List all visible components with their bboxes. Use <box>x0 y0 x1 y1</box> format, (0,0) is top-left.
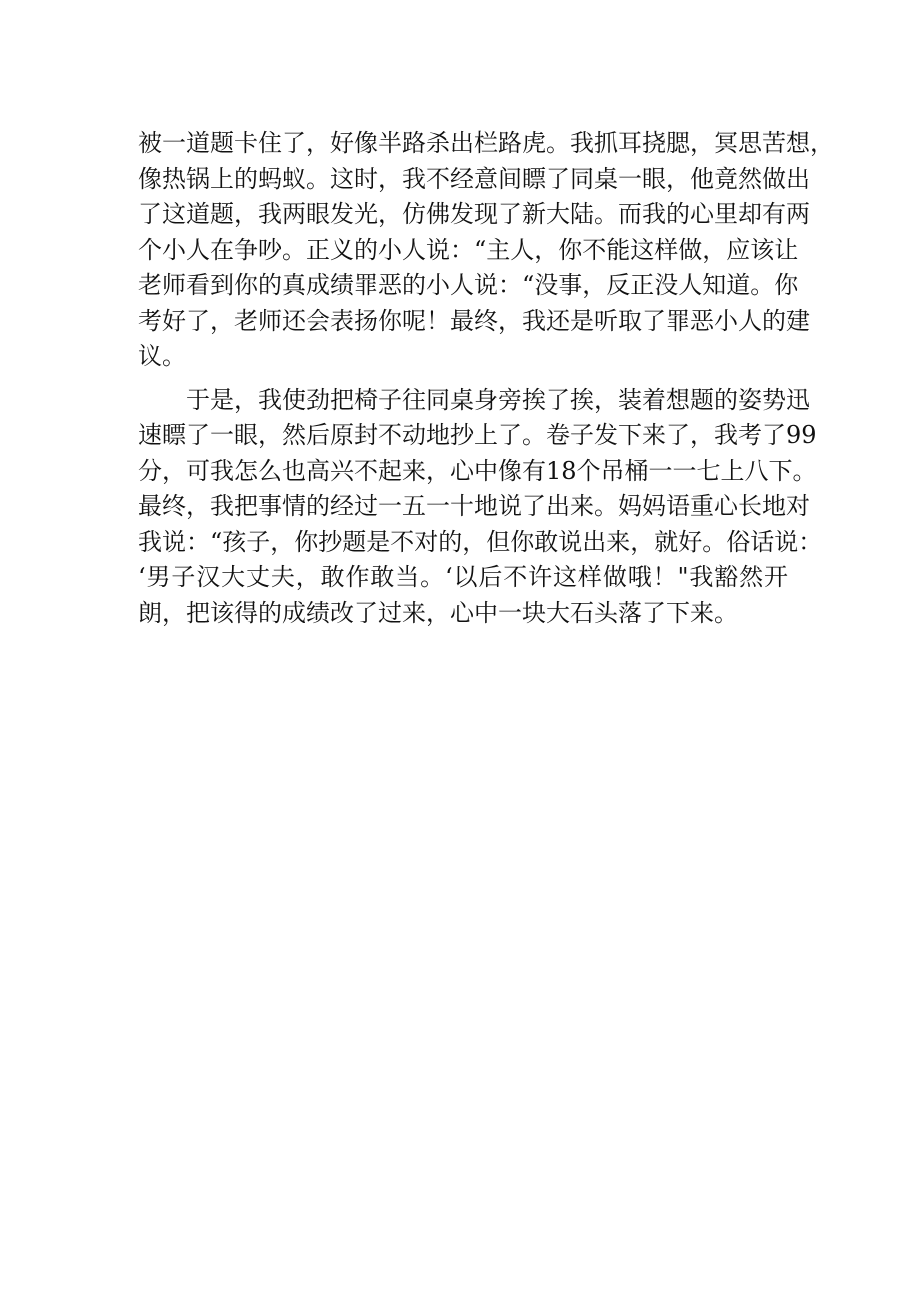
text-line: 考好了，老师还会表扬你呢！最终，我还是听取了罪恶小人的建 <box>138 306 810 335</box>
text-line: 速瞟了一眼，然后原封不动地抄上了。卷子发下来了，我考了99 <box>138 421 817 449</box>
text-line: 朗，把该得的成绩改了过来，心中一块大石头落了下来。 <box>138 598 738 627</box>
text-line: 老师看到你的真成绩罪恶的小人说：“没事，反正没人知道。你 <box>138 271 799 299</box>
text-line: 分，可我怎么也高兴不起来，心中像有18个吊桶一一七上八下。 <box>138 456 817 485</box>
paragraph-gap <box>138 375 788 383</box>
paragraph-1 <box>138 126 834 375</box>
text-line: 最终，我把事情的经过一五一十地说了出来。妈妈语重心长地对 <box>138 492 810 520</box>
paragraph-2 <box>138 383 823 632</box>
text-line: 像热锅上的蚂蚁。这时，我不经意间瞟了同桌一眼，他竟然做出 <box>138 164 810 193</box>
text-line-indented: 于是，我使劲把椅子往同桌身旁挨了挨，装着想题的姿势迅 <box>186 385 810 414</box>
text-line: 被一道题卡住了，好像半路杀出栏路虎。我抓耳挠腮，冥思苦想， <box>138 129 834 157</box>
text-line: 议。 <box>138 342 186 370</box>
text-line: ‘男子汉大丈夫，敢作敢当。‘以后不许这样做哦！"我豁然开 <box>138 563 788 591</box>
text-line: 个小人在争吵。正义的小人说：“主人，你不能这样做，应该让 <box>138 235 799 264</box>
text-line: 我说：“孩子，你抄题是不对的，但你敢说出来，就好。俗话说： <box>138 527 823 556</box>
text-line: 了这道题，我两眼发光，仿佛发现了新大陆。而我的心里却有两 <box>138 200 810 228</box>
document-body <box>138 126 834 631</box>
